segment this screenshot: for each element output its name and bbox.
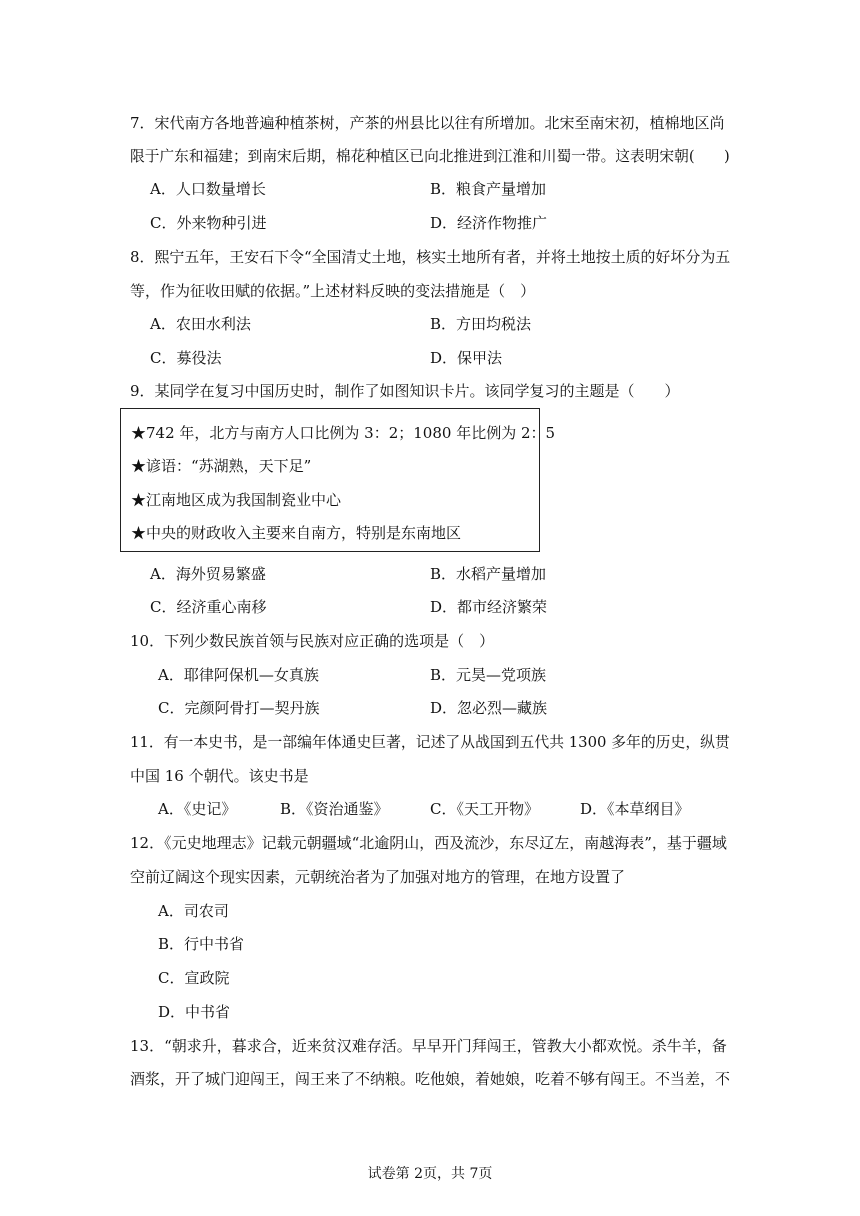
- q10-stem-line1: 10．下列少数民族首领与民族对应正确的选项是（ ）: [130, 632, 495, 650]
- q7-option-a[interactable]: A．人口数量增长: [150, 180, 266, 198]
- q12-option-b[interactable]: B．行中书省: [158, 935, 245, 953]
- q11-option-d[interactable]: D．《本草纲目》: [580, 800, 690, 818]
- q10-option-c[interactable]: C．完颜阿骨打—契丹族: [158, 699, 320, 717]
- q7-option-c[interactable]: C．外来物种引进: [150, 214, 267, 232]
- q12-stem-line2: 空前辽阔这个现实因素，元朝统治者为了加强对地方的管理，在地方设置了: [130, 868, 626, 886]
- q10-option-d[interactable]: D．忽必烈—藏族: [430, 699, 548, 717]
- q13-stem-line2: 酒浆，开了城门迎闯王，闯王来了不纳粮。吃他娘，着她娘，吃着不够有闯王。不当差，不: [130, 1070, 731, 1088]
- page-footer: 试卷第 2页，共 7页: [367, 1166, 493, 1182]
- q11-option-a[interactable]: A．《史记》: [158, 800, 237, 818]
- card-item-3: ★江南地区成为我国制瓷业中心: [131, 491, 342, 509]
- q10-option-a[interactable]: A．耶律阿保机—女真族: [158, 666, 319, 684]
- q8-option-d[interactable]: D．保甲法: [430, 349, 503, 367]
- knowledge-card: [120, 408, 556, 552]
- q8-option-a[interactable]: A．农田水利法: [150, 315, 251, 333]
- q11-option-c[interactable]: C．《天工开物》: [430, 800, 539, 818]
- q7-stem-line1: 7．宋代南方各地普遍种植茶树，产茶的州县比以往有所增加。北宋至南宋初，植棉地区尚: [130, 114, 725, 132]
- q12-option-c[interactable]: C．宣政院: [158, 969, 230, 987]
- q13-stem-line1: 13．“朝求升，暮求合，近来贫汉难存活。早早开门拜闯王，管教大小都欢悦。杀牛羊，备: [130, 1037, 727, 1055]
- q9-stem-line1: 9．某同学在复习中国历史时，制作了如图知识卡片。该同学复习的主题是（ ）: [130, 382, 680, 400]
- q9-option-b[interactable]: B．水稻产量增加: [430, 565, 547, 583]
- q9-option-a[interactable]: A．海外贸易繁盛: [150, 565, 266, 583]
- q11-stem-line1: 11．有一本史书，是一部编年体通史巨著，记述了从战国到五代共 1300 多年的历史，纵贯: [130, 733, 730, 751]
- q11-stem-line2: 中国 16 个朝代。该史书是: [130, 767, 309, 785]
- q7-stem-line2: 限于广东和福建；到南宋后期，棉花种植区已向北推进到江淮和川蜀一带。这表明宋朝( ): [130, 147, 730, 165]
- q8-option-b[interactable]: B．方田均税法: [430, 315, 532, 333]
- q8-option-c[interactable]: C．募役法: [150, 349, 222, 367]
- card-item-1: ★742 年，北方与南方人口比例为 3：2；1080 年比例为 2：5: [131, 424, 556, 442]
- q12-stem-line1: 12．《元史地理志》记载元朝疆域“北逾阴山，西及流沙，东尽辽左，南越海表”，基于疆域: [130, 834, 727, 852]
- q8-stem-line1: 8．熙宁五年，王安石下令“全国清丈土地，核实土地所有者，并将土地按土质的好坏分为五: [130, 248, 731, 266]
- q7-option-b[interactable]: B．粮食产量增加: [430, 180, 547, 198]
- q12-option-a[interactable]: A．司农司: [158, 902, 229, 920]
- q7-option-d[interactable]: D．经济作物推广: [430, 214, 548, 232]
- card-item-4: ★中央的财政收入主要来自南方，特别是东南地区: [131, 524, 462, 542]
- q12-option-d[interactable]: D．中书省: [158, 1003, 231, 1021]
- q8-stem-line2: 等，作为征收田赋的依据。”上述材料反映的变法措施是（ ）: [130, 282, 536, 300]
- card-item-2: ★谚语：“苏湖熟，天下足”: [131, 457, 312, 475]
- q11-option-b[interactable]: B．《资治通鉴》: [280, 800, 389, 818]
- q10-option-b[interactable]: B．元昊—党项族: [430, 666, 547, 684]
- q9-option-c[interactable]: C．经济重心南移: [150, 598, 267, 616]
- q9-option-d[interactable]: D．都市经济繁荣: [430, 598, 548, 616]
